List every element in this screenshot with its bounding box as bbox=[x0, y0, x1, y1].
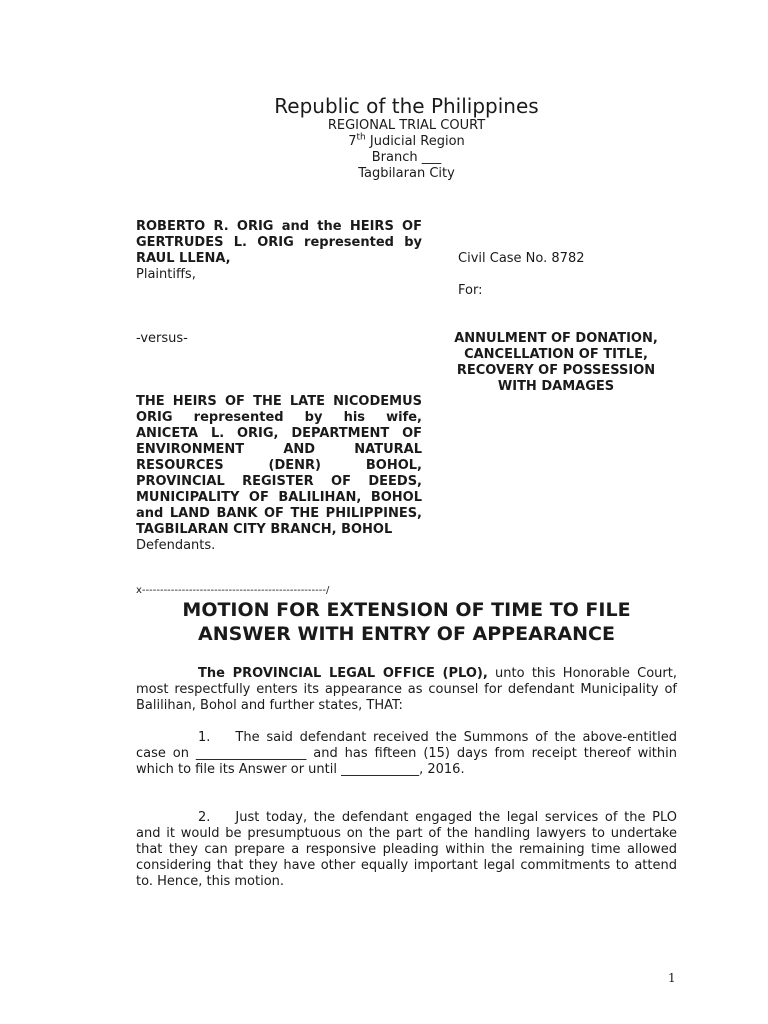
versus-label: -versus- bbox=[136, 331, 188, 346]
defendants-block bbox=[136, 394, 422, 554]
page-number: 1 bbox=[668, 971, 676, 985]
paragraph-2-number: 2. bbox=[198, 810, 211, 825]
intro-text: unto this Honorable Court, most respectfully enters its appearance as counsel for defendant Municipality of Balilihan, Bohol and further states, THAT: bbox=[136, 666, 677, 713]
region-label: Judicial Region bbox=[365, 134, 465, 149]
civil-case-number: Civil Case No. 8782 bbox=[458, 251, 585, 266]
court-name: REGIONAL TRIAL COURT bbox=[327, 118, 486, 133]
plaintiffs-names: ROBERTO R. ORIG and the HEIRS OF GERTRUDES L. ORIG represented by RAUL LLENA, bbox=[136, 219, 422, 266]
court-city: Tagbilaran City bbox=[358, 166, 455, 181]
plaintiffs-label: Plaintiffs, bbox=[136, 267, 196, 282]
intro-party: The PROVINCIAL LEGAL OFFICE (PLO), bbox=[198, 666, 488, 681]
region-ordinal-suffix: th bbox=[356, 132, 366, 143]
for-label: For: bbox=[458, 283, 483, 298]
paragraph-2-text: Just today, the defendant engaged the legal services of the PLO and it would be presumptuous on the part of the handling lawyers to undertake that they can prepare a responsive pleading within the remaining time allowed considering that they have other equally important legal commitments to attend to. Hence, this motion. bbox=[136, 810, 677, 889]
intro-paragraph bbox=[136, 666, 677, 714]
caption-divider: x---------------------------------------------------/ bbox=[136, 585, 330, 596]
judicial-region bbox=[0, 134, 768, 150]
branch-line: Branch ___ bbox=[371, 150, 442, 165]
paragraph-1-text: The said defendant received the Summons of the above-entitled case on _________________ and has fifteen (15) days from receipt thereof within which to file its Answer or until ____________, 2016. bbox=[136, 730, 677, 777]
paragraph-1-number: 1. bbox=[198, 730, 211, 745]
plaintiffs-block bbox=[136, 219, 422, 283]
republic-heading: Republic of the Philippines bbox=[274, 94, 539, 118]
motion-title-line-1: MOTION FOR EXTENSION OF TIME TO FILE bbox=[182, 599, 631, 621]
region-number: 7 bbox=[348, 134, 357, 149]
paragraph-1 bbox=[136, 730, 677, 778]
motion-title bbox=[0, 598, 768, 646]
defendants-label: Defendants. bbox=[136, 538, 216, 553]
motion-title-line-2: ANSWER WITH ENTRY OF APPEARANCE bbox=[198, 623, 615, 645]
paragraph-2 bbox=[136, 810, 677, 890]
defendants-names: THE HEIRS OF THE LATE NICODEMUS ORIG represented by his wife, ANICETA L. ORIG, DEPARTMENT OF ENVIRONMENT AND NATURAL RESOURCES (DENR) BOHOL, PROVINCIAL REGISTER OF DEEDS, MUNICIPALITY OF BALILIHAN, BOHOL and LAND BANK OF THE PHILIPPINES, TAGBILARAN CITY BRANCH, BOHOL bbox=[136, 394, 422, 537]
nature-of-action: ANNULMENT OF DONATION, CANCELLATION OF TITLE, RECOVERY OF POSSESSION WITH DAMAGES bbox=[454, 331, 658, 394]
